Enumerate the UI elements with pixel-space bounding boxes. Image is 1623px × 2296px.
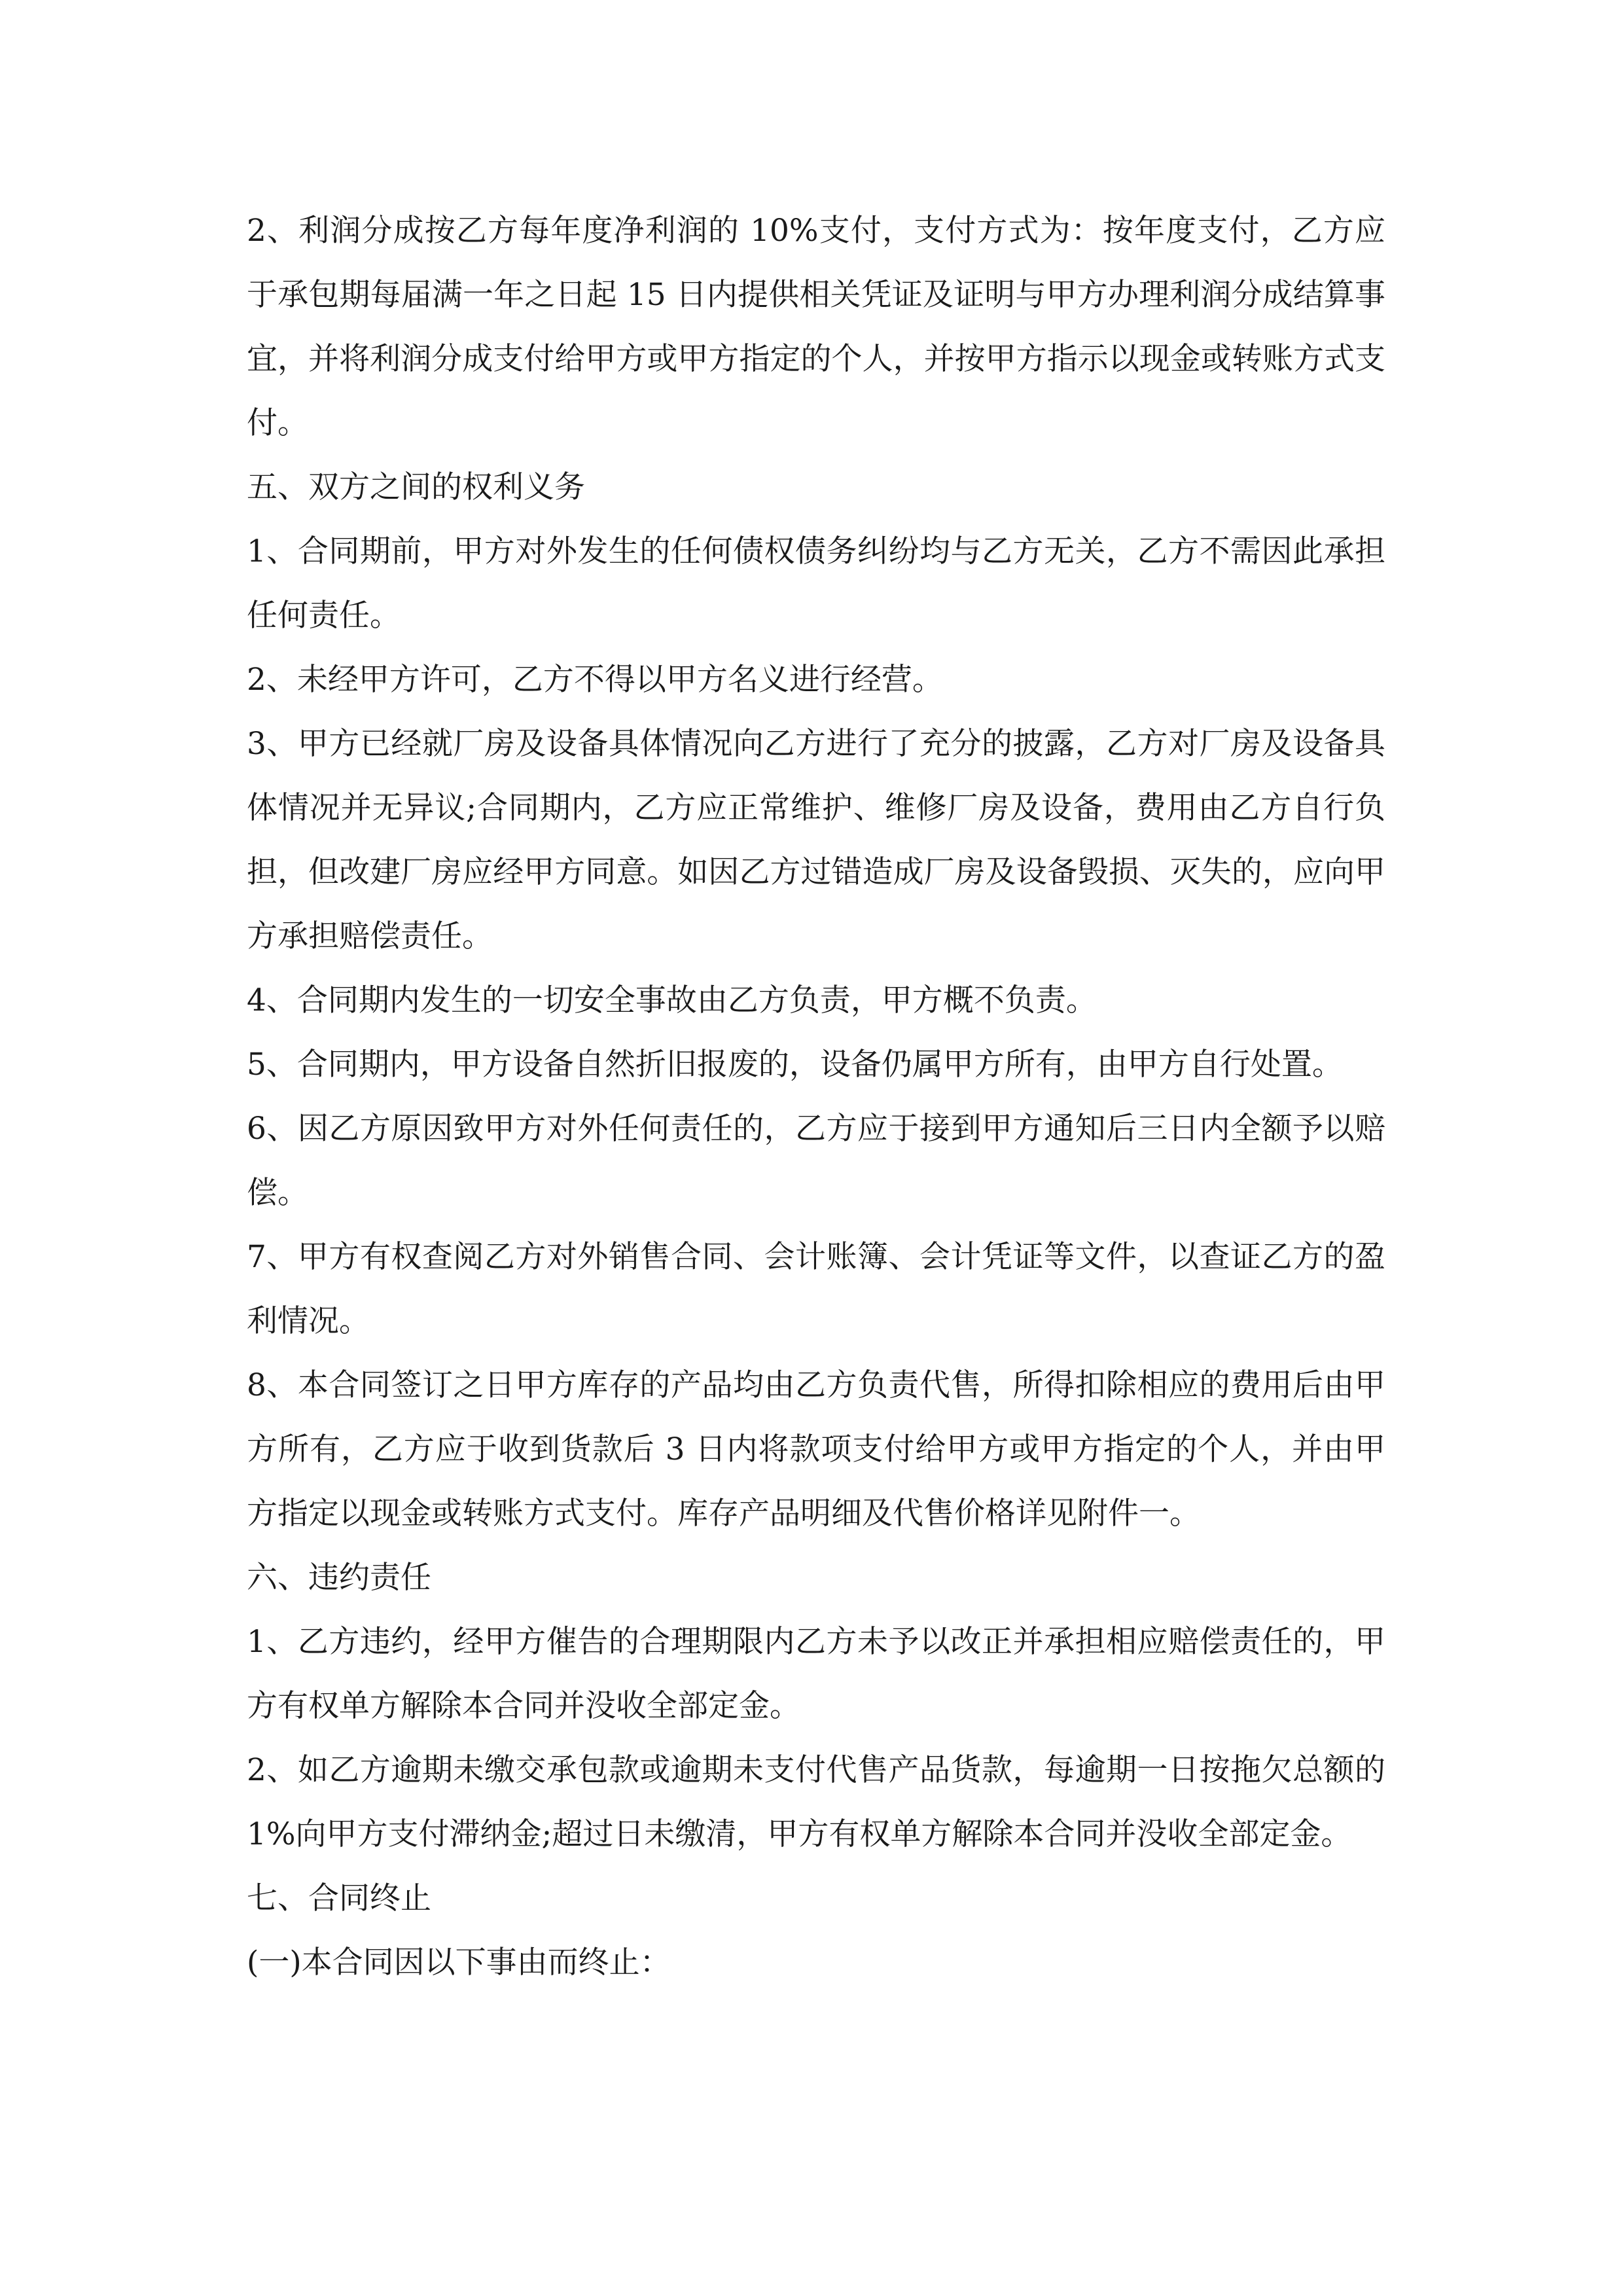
document-body <box>247 199 1385 1995</box>
clause-rights-3: 3、甲方已经就厂房及设备具体情况向乙方进行了充分的披露，乙方对厂房及设备具体情况并无异议;合同期内，乙方应正常维护、维修厂房及设备，费用由乙方自行负担，但改建厂房应经甲方同意。如因乙方过错造成厂房及设备毁损、灭失的，应向甲方承担赔偿责任。 <box>247 726 1385 954</box>
clause-rights-2: 2、未经甲方许可，乙方不得以甲方名义进行经营。 <box>247 662 943 698</box>
clause-profit-sharing: 2、利润分成按乙方每年度净利润的 10%支付，支付方式为：按年度支付，乙方应于承包期每届满一年之日起 15 日内提供相关凭证及证明与甲方办理利润分成结算事宜，并将利润分成支付给甲方或甲方指定的个人，并按甲方指示以现金或转账方式支付。 <box>247 213 1385 441</box>
clause-rights-4: 4、合同期内发生的一切安全事故由乙方负责，甲方概不负责。 <box>247 982 1097 1018</box>
clause-breach-1: 1、乙方违约，经甲方催告的合理期限内乙方未予以改正并承担相应赔偿责任的，甲方有权单方解除本合同并没收全部定金。 <box>247 1624 1385 1724</box>
clause-rights-7: 7、甲方有权查阅乙方对外销售合同、会计账簿、会计凭证等文件，以查证乙方的盈利情况。 <box>247 1239 1385 1339</box>
clause-rights-6: 6、因乙方原因致甲方对外任何责任的，乙方应于接到甲方通知后三日内全额予以赔偿。 <box>247 1111 1385 1211</box>
clause-breach-2: 2、如乙方逾期未缴交承包款或逾期未支付代售产品货款，每逾期一日按拖欠总额的 1%向甲方支付滞纳金;超过日未缴清，甲方有权单方解除本合同并没收全部定金。 <box>247 1752 1385 1852</box>
clause-rights-1: 1、合同期前，甲方对外发生的任何债权债务纠纷均与乙方无关，乙方不需因此承担任何责任。 <box>247 533 1385 634</box>
clause-termination-1: (一)本合同因以下事由而终止： <box>247 1945 671 1981</box>
section-heading-termination: 七、合同终止 <box>247 1880 431 1916</box>
section-heading-breach-liability: 六、违约责任 <box>247 1560 431 1596</box>
clause-rights-5: 5、合同期内，甲方设备自然折旧报废的，设备仍属甲方所有，由甲方自行处置。 <box>247 1047 1343 1083</box>
section-heading-rights-obligations: 五、双方之间的权利义务 <box>247 469 585 505</box>
clause-rights-8: 8、本合同签订之日甲方库存的产品均由乙方负责代售，所得扣除相应的费用后由甲方所有，乙方应于收到货款后 3 日内将款项支付给甲方或甲方指定的个人，并由甲方指定以现金或转账方式支付。库存产品明细及代售价格详见附件一。 <box>247 1367 1385 1532</box>
